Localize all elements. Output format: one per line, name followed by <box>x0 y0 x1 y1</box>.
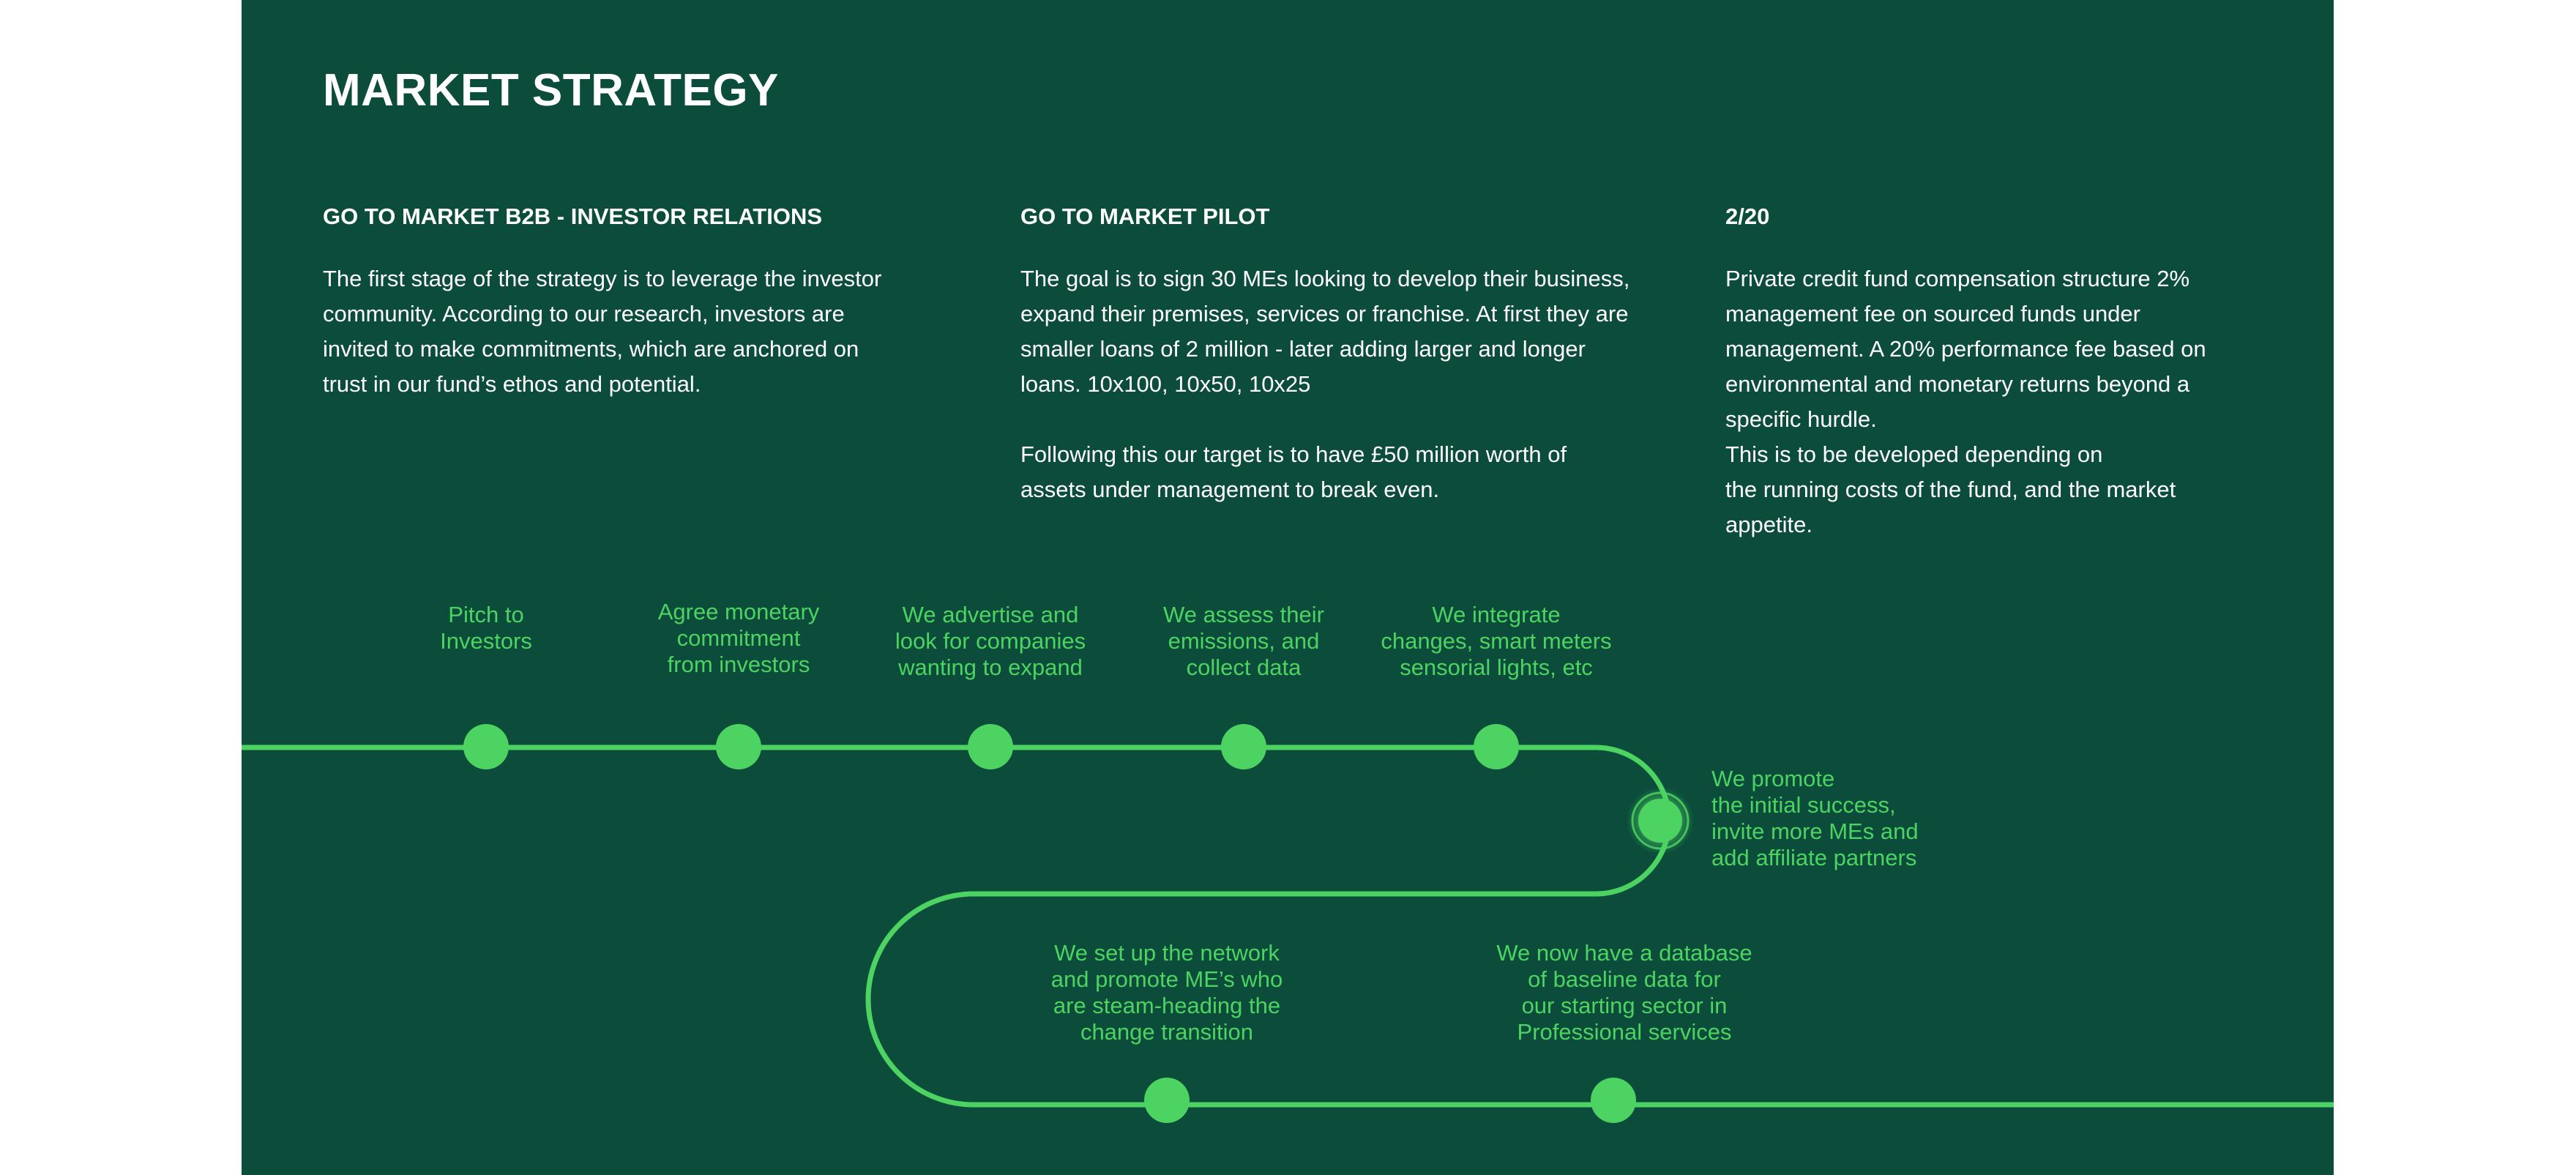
column-heading: GO TO MARKET PILOT <box>1020 204 1270 229</box>
timeline-node <box>1221 724 1266 769</box>
column-heading: 2/20 <box>1725 204 1770 229</box>
column-paragraph: The goal is to sign 30 MEs looking to develop their business, expand their premises, services or franchise. At first they are smaller loans of 2 million - later adding larger and longer loans. 10x100, 10x50, 10x25 <box>1020 266 1630 397</box>
timeline-step-label: We now have a database of baseline data for our starting sector in Professional services <box>1496 940 1752 1045</box>
page-title: MARKET STRATEGY <box>323 65 779 116</box>
timeline-node <box>1591 1078 1636 1123</box>
market-strategy-slide <box>242 0 2334 1175</box>
timeline-step-label: We integrate changes, smart meters sensorial lights, etc <box>1381 602 1612 680</box>
timeline-node <box>1144 1078 1190 1123</box>
timeline-node <box>1474 724 1519 769</box>
timeline-node <box>463 724 509 769</box>
timeline-step-label: We advertise and look for companies wanting to expand <box>895 602 1086 680</box>
timeline-node-highlight <box>1638 799 1682 843</box>
timeline-step-label: Agree monetary commitment from investors <box>657 599 820 677</box>
column-paragraph: Following this our target is to have £50 million worth of assets under management to break even. <box>1020 441 1567 502</box>
timeline-step-label: We promote the initial success, invite more MEs and add affiliate partners <box>1711 766 1919 870</box>
column-paragraph: The first stage of the strategy is to leverage the investor community. According to our research, investors are invited to make commitments, which are anchored on trust in our fund’s ethos and potential. <box>323 266 882 397</box>
timeline-path <box>242 747 2334 1105</box>
timeline-step-label: We assess their emissions, and collect data <box>1163 602 1324 680</box>
timeline-node <box>968 724 1013 769</box>
timeline-step-label: We set up the network and promote ME’s who are steam-heading the change transition <box>1050 940 1283 1045</box>
column-paragraph: Private credit fund compensation structure 2% management fee on sourced funds under management. A 20% performance fee based on environmental and monetary returns beyond a specific hurdle. This is to be developed depending on the running costs of the fund, and the market appetite. <box>1725 266 2206 537</box>
timeline-step-label: Pitch to Investors <box>440 602 532 654</box>
timeline-node <box>716 724 761 769</box>
column-heading: GO TO MARKET B2B - INVESTOR RELATIONS <box>323 204 823 229</box>
